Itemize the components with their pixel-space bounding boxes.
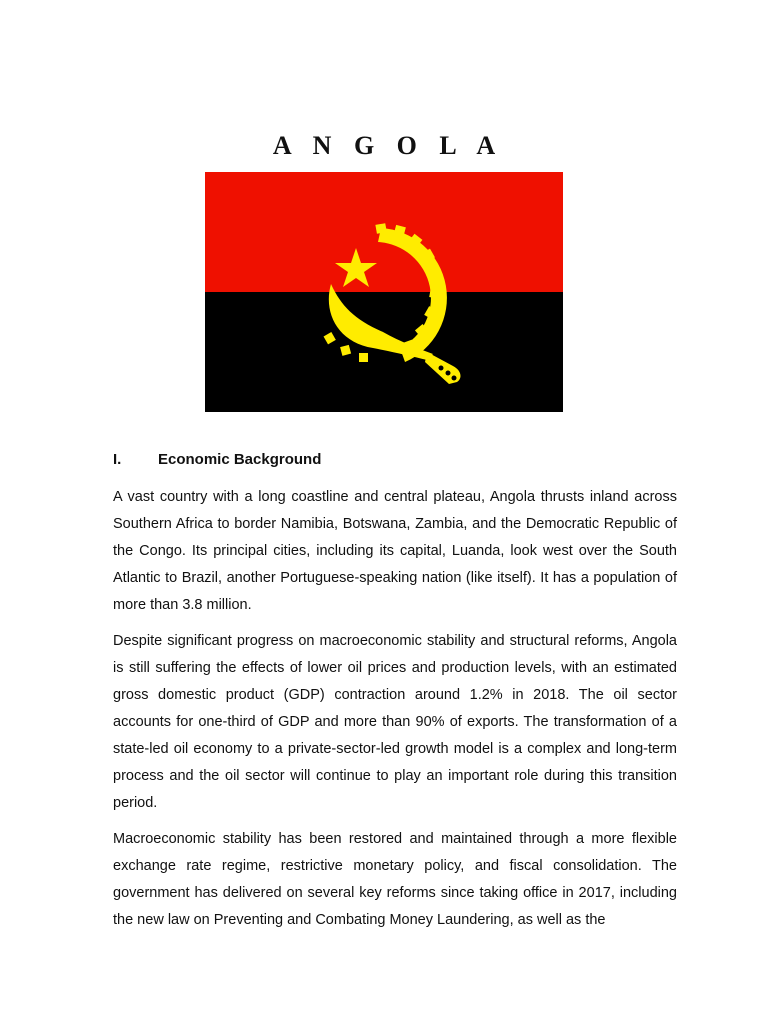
paragraph: Despite significant progress on macroeconomic stability and structural reforms, Angola is still suffering the effects of lower oil prices and production levels, with an estimated gross domestic product (GDP) contraction around 1.2% in 2018. The oil sector accounts for one-third of GDP and more than 90% of exports. The transformation of a state-led oil economy to a private-sector-led growth model is a complex and long-term process and the oil sector will continue to play an important role during this transition period.	[113, 633, 677, 811]
paragraph: Macroeconomic stability has been restored and maintained through a more flexible exchange rate regime, restrictive monetary policy, and fiscal consolidation. The government has delivered on several key reforms since taking office in 2017, including the new law on Preventing and Combating Money Laundering, as well as the	[113, 831, 677, 928]
angola-flag-icon	[205, 172, 563, 412]
paragraph: A vast country with a long coastline and central plateau, Angola thrusts inland across Southern Africa to border Namibia, Botswana, Zambia, and the Democratic Republic of the Congo. Its principal cities, including its capital, Luanda, look west over the South Atlantic to Brazil, another Portuguese-speaking nation (like itself). It has a population of more than 3.8 million.	[113, 489, 677, 613]
section-title: Economic Background	[158, 451, 322, 468]
section-heading	[113, 451, 321, 468]
page-title: A N G O L A	[272, 131, 504, 160]
document-body	[113, 484, 677, 943]
section-number: I.	[113, 451, 122, 468]
